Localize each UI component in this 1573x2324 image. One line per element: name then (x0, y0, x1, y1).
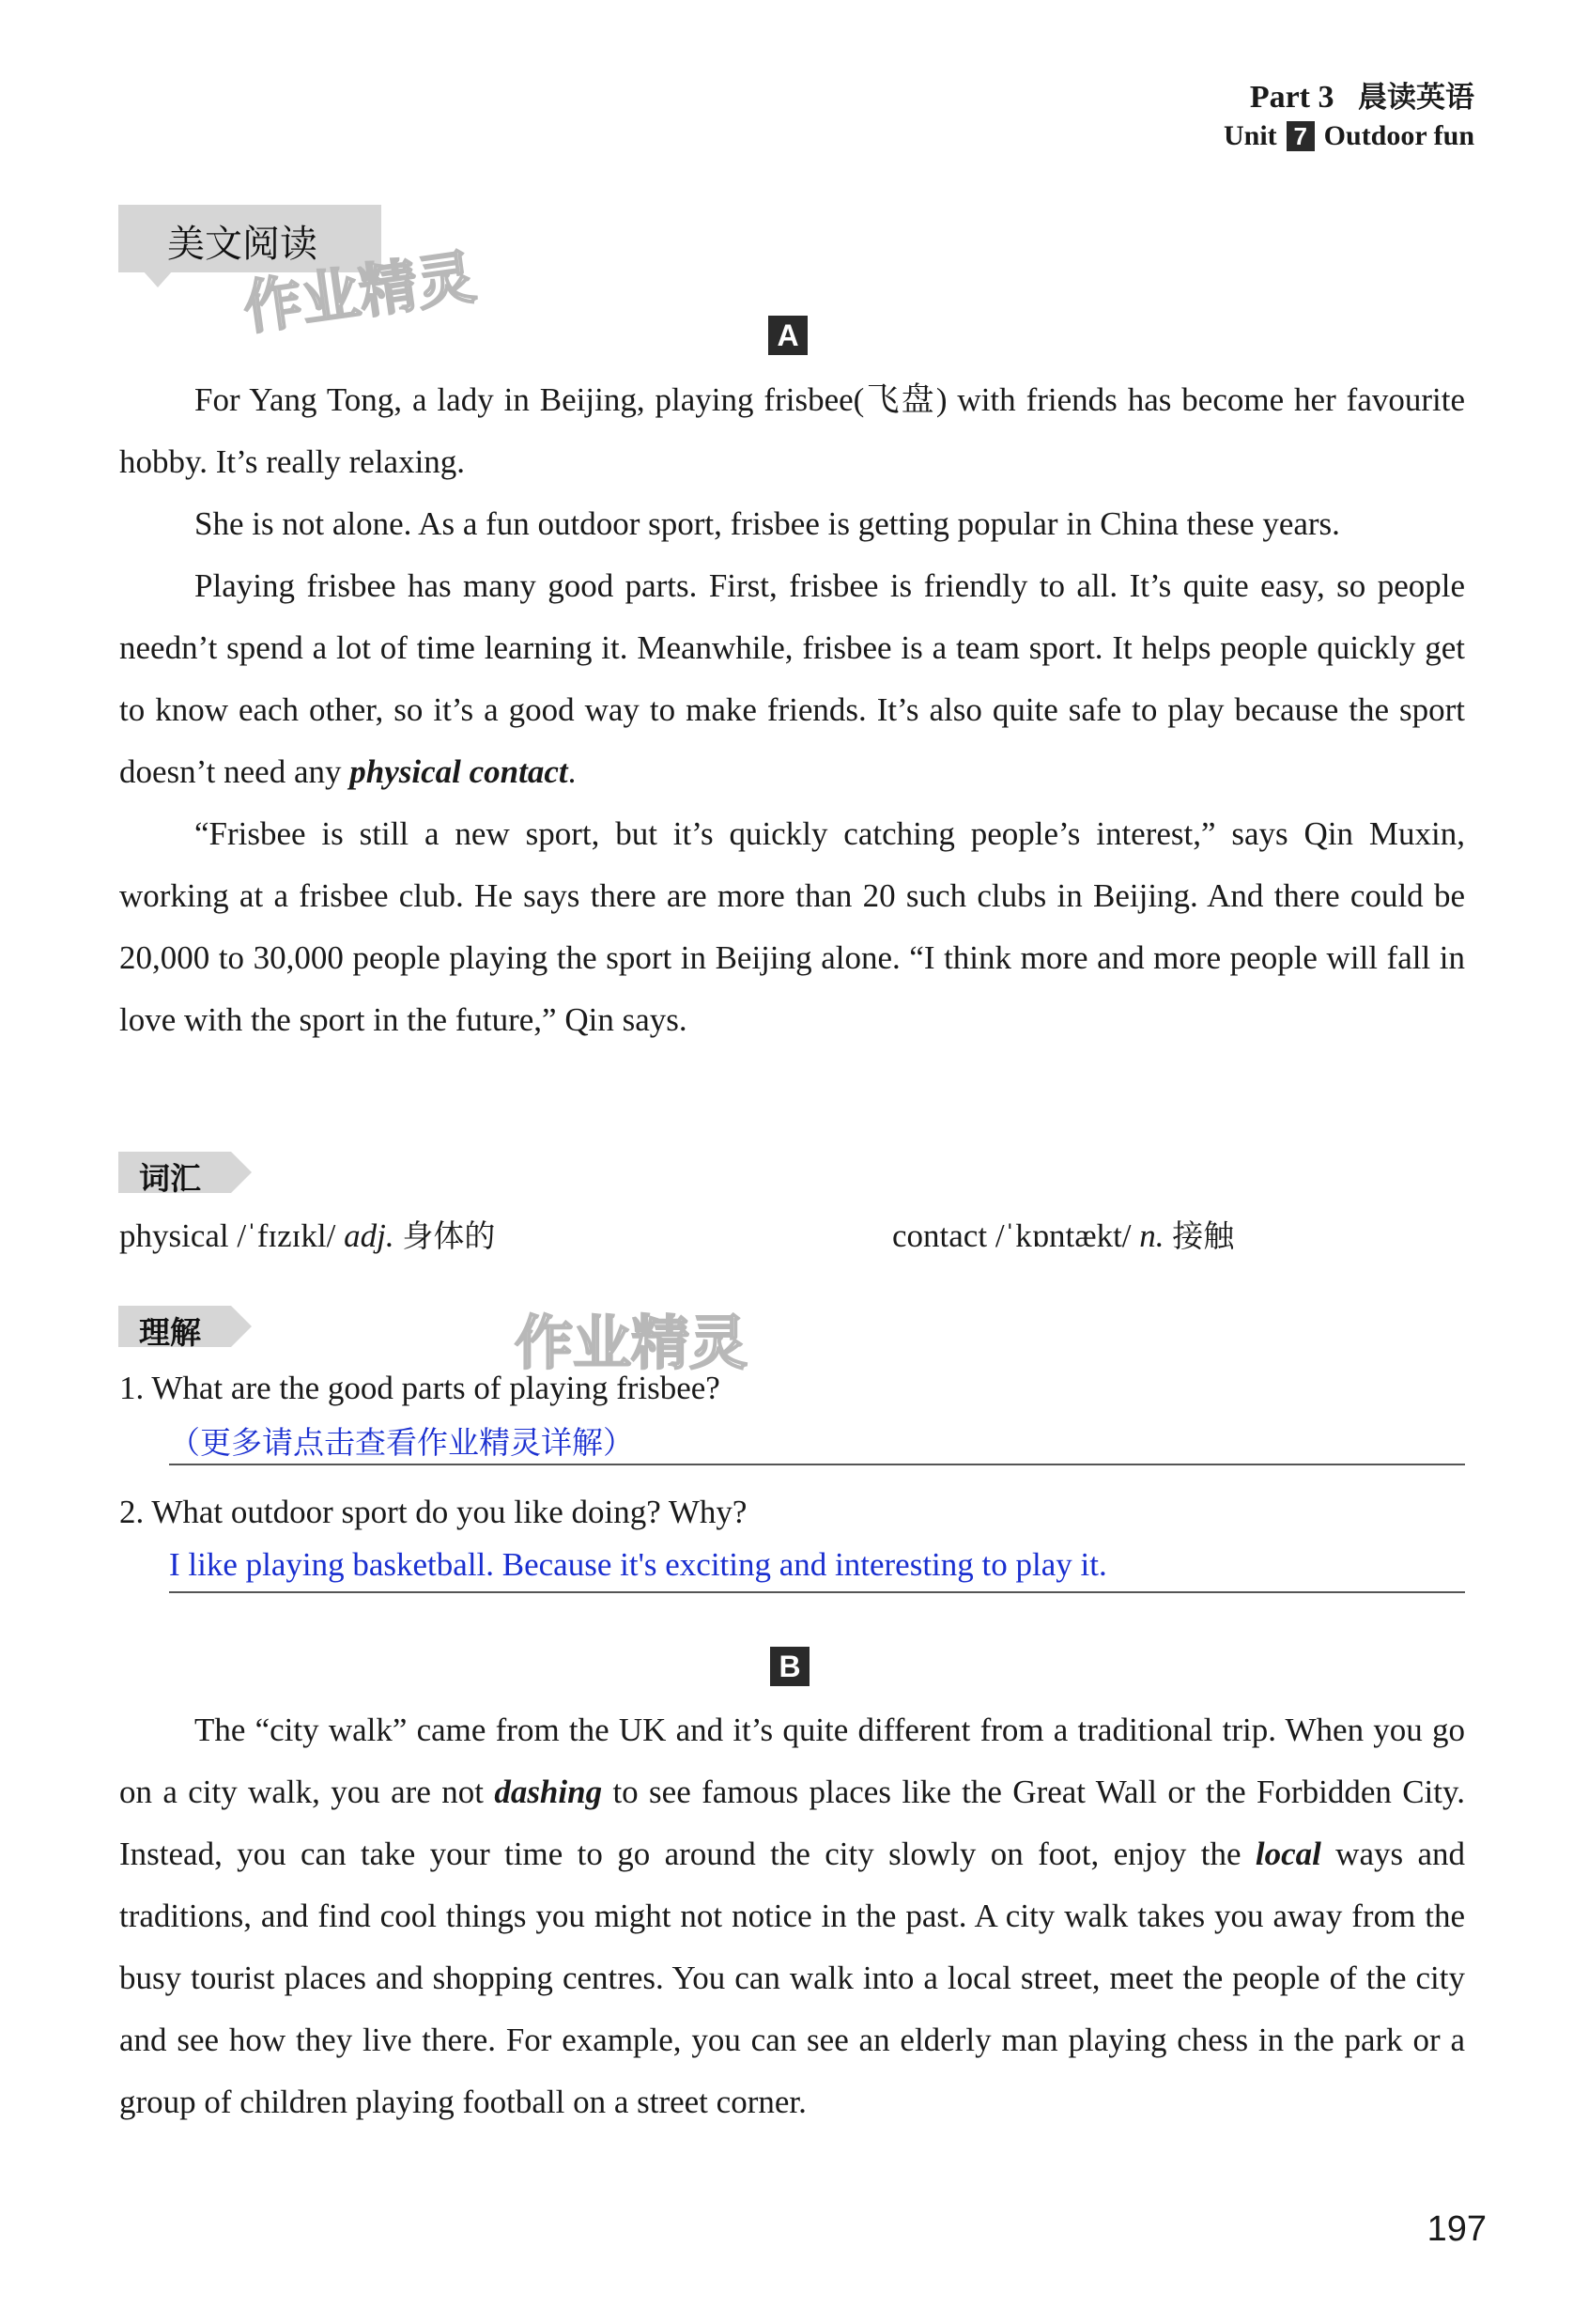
section-title: 美文阅读 (167, 223, 317, 266)
unit-label: Unit (1223, 120, 1277, 151)
vocab-pos: adj. (344, 1217, 394, 1254)
paragraph: She is not alone. As a fun outdoor sport, frisbee is getting popular in China these years. (194, 505, 1340, 542)
paragraph: Playing frisbee has many good parts. First, frisbee is friendly to all. It’s quite easy, so people needn’t spend a lot of time learning it. Meanwhile, frisbee is a team sport. It helps people quickly get to know each other, so it’s a good way to make friends. It’s also quite safe to play because the sport doesn’t need any physical contact. (119, 567, 1465, 790)
vocab-entry (119, 1212, 495, 1256)
unit-number-badge: 7 (1287, 121, 1315, 151)
passage-b (119, 1699, 1465, 2133)
vocab-pos: n. (1139, 1217, 1164, 1254)
keyword-physical-contact: physical contact (349, 753, 568, 790)
paragraph: “Frisbee is still a new sport, but it’s quickly catching people’s interest,” says Qin Muxin, working at a frisbee club. He says there are more than 20 such clubs in Beijing. And there could be 20,000 to 30,000 people playing the sport in Beijing alone. “I think more and more people will fall in love with the sport in the future,” Qin says. (119, 815, 1465, 1038)
running-header-unit (1224, 120, 1474, 152)
vocab-phonetic: /ˈfɪzɪkl/ (237, 1217, 336, 1254)
part-title: 晨读英语 (1358, 81, 1474, 115)
answer-1-link[interactable]: （更多请点击查看作业精灵详解） (169, 1418, 1465, 1465)
watermark: 作业精灵 (515, 1309, 748, 1377)
watermark: 作业精灵 (239, 242, 480, 343)
question-1: 1. What are the good parts of playing frisbee? (119, 1370, 720, 1406)
vocab-phonetic: /ˈkɒntækt/ (995, 1217, 1132, 1254)
paragraph: The “city walk” came from the UK and it’s quite different from a traditional trip. When you go on a city walk, you are not dashing to see famous places like the Great Wall or the Forbidden City. Instead, you can take your time to go around the city slowly on foot, enjoy the local ways and traditions, and find cool things you might not notice in the past. A city walk takes you away from the busy tourist places and shopping centres. You can walk into a local street, meet the people of the city and see how they live there. For example, you can see an elderly man playing chess in the park or a group of children playing football on a street corner. (119, 1712, 1465, 2120)
passage-a-badge: A (768, 316, 808, 355)
vocab-label-banner (118, 1152, 231, 1197)
question-2: 2. What outdoor sport do you like doing? Why? (119, 1494, 748, 1530)
part-label: Part 3 (1249, 80, 1334, 115)
vocab-word: physical (119, 1217, 229, 1254)
keyword-dashing: dashing (494, 1774, 603, 1810)
passage-b-badge: B (770, 1647, 810, 1686)
keyword-local: local (1255, 1836, 1321, 1872)
comprehension-label-banner (118, 1306, 231, 1351)
paragraph: For Yang Tong, a lady in Beijing, playing frisbee(飞盘) with friends has become her favourite hobby. It’s really relaxing. (119, 381, 1465, 480)
vocab-label: 词汇 (139, 1160, 201, 1197)
vocab-word: contact (892, 1217, 988, 1254)
page-number: 197 (1426, 2209, 1487, 2249)
vocab-entry (892, 1212, 1234, 1256)
unit-title: Outdoor fun (1323, 120, 1474, 151)
vocab-meaning: 身体的 (402, 1217, 496, 1254)
vocab-meaning: 接触 (1172, 1217, 1235, 1254)
passage-a (119, 369, 1465, 1051)
running-header-part (1250, 73, 1474, 116)
answer-2: I like playing basketball. Because it's exciting and interesting to play it. (169, 1546, 1465, 1593)
comprehension-label: 理解 (139, 1314, 201, 1351)
